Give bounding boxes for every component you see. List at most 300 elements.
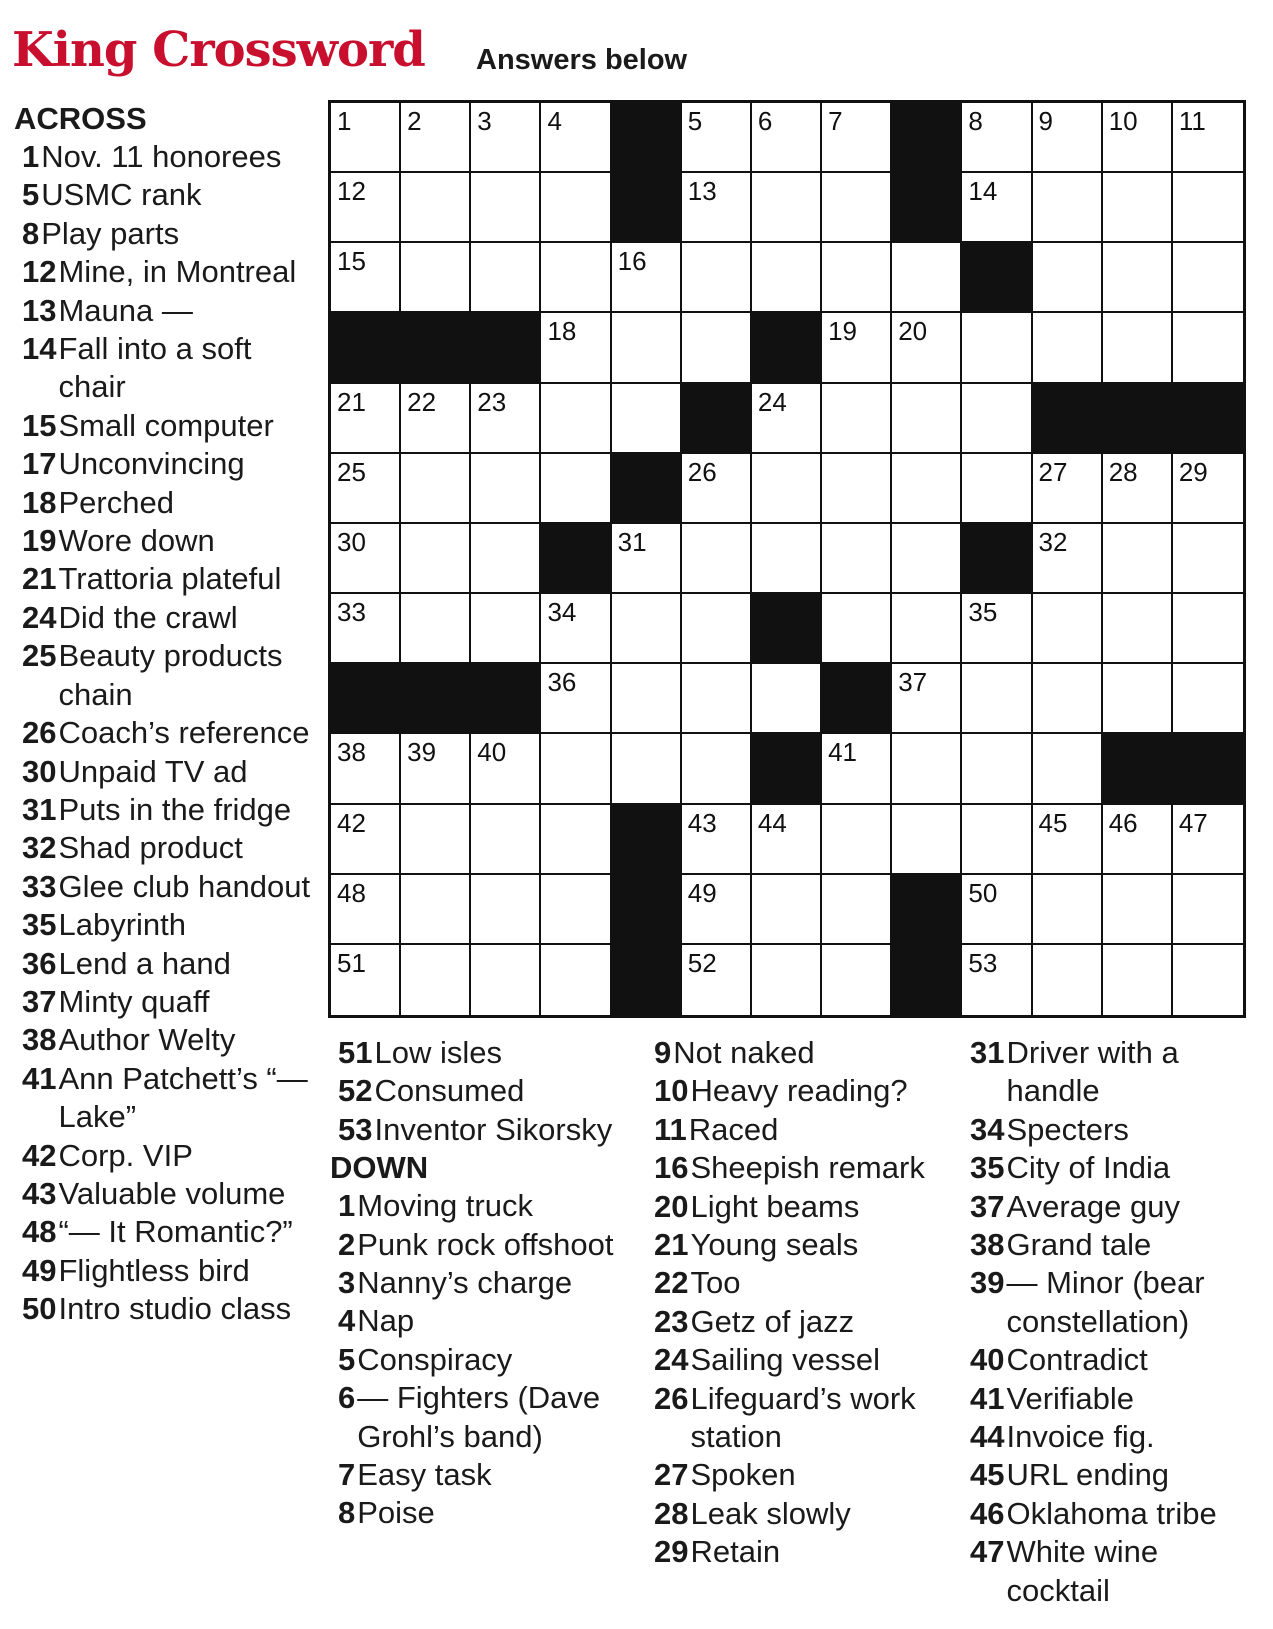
grid-cell[interactable] [682,243,752,313]
grid-cell[interactable] [892,243,962,313]
grid-cell[interactable] [822,594,892,664]
clue-number: 38 [22,1022,57,1058]
grid-cell[interactable] [822,805,892,875]
grid-cell[interactable] [1173,243,1243,313]
across-clue[interactable] [14,176,314,214]
grid-cell[interactable] [471,384,541,454]
grid-cell[interactable] [331,454,401,524]
grid-block [331,313,401,383]
grid-block [682,384,752,454]
grid-cell[interactable] [752,524,822,594]
clue-text: — Minor (bear constellation) [1006,1265,1205,1339]
down-clue[interactable] [646,1188,946,1226]
clue-number: 33 [22,868,57,904]
cell-number: 19 [828,316,857,347]
cell-number: 49 [687,877,717,908]
cell-number: 36 [547,667,577,698]
grid-cell[interactable] [822,384,892,454]
down-clue[interactable] [646,1380,946,1457]
grid-cell[interactable] [401,454,471,524]
across-clue[interactable] [14,637,314,714]
cell-number: 14 [968,176,998,207]
grid-cell[interactable] [1033,173,1103,243]
clue-number: 27 [654,1457,689,1493]
clue-number: 17 [22,446,57,482]
clue-number: 18 [22,484,57,520]
down-clue[interactable] [330,1456,630,1494]
down-clue[interactable] [962,1418,1262,1456]
grid-cell[interactable] [331,945,401,1015]
grid-cell[interactable] [822,945,892,1015]
clue-number: 51 [338,1035,373,1070]
down-clue[interactable] [646,1226,946,1264]
cell-number: 41 [828,737,857,768]
clue-number: 5 [22,177,40,213]
grid-cell[interactable] [1103,243,1173,313]
grid-cell[interactable] [822,103,892,173]
grid-cell[interactable] [471,173,541,243]
grid-cell[interactable] [822,313,892,383]
grid-cell[interactable] [471,734,541,804]
down-clue[interactable] [962,1111,1262,1149]
down-clue[interactable] [646,1456,946,1494]
grid-cell[interactable] [401,103,471,173]
grid-cell[interactable] [471,594,541,664]
clue-number: 14 [22,331,57,367]
grid-cell[interactable] [682,594,752,664]
grid-cell[interactable] [541,243,611,313]
grid-cell[interactable] [1033,243,1103,313]
grid-cell[interactable] [962,594,1032,664]
grid-cell[interactable] [612,524,682,594]
across-clue[interactable] [14,407,314,445]
grid-cell[interactable] [752,103,822,173]
down-clue[interactable] [962,1264,1262,1341]
clue-number: 28 [654,1495,689,1531]
cell-number: 45 [1038,807,1068,838]
across-clue[interactable] [14,138,314,176]
cell-number: 10 [1108,106,1138,136]
grid-block [962,243,1032,313]
grid-cell[interactable] [1033,875,1103,945]
down-clue[interactable] [646,1533,946,1571]
clue-number: 8 [338,1495,356,1531]
grid-block [471,664,541,734]
cell-number: 46 [1108,807,1138,838]
grid-cell[interactable] [541,173,611,243]
grid-cell[interactable] [471,945,541,1015]
grid-block [612,875,682,945]
clue-number: 21 [654,1227,689,1263]
cell-number: 20 [898,316,928,347]
across-clue[interactable] [14,1213,314,1251]
down-clue[interactable] [962,1533,1262,1610]
grid-cell[interactable] [682,524,752,594]
grid-cell[interactable] [541,734,611,804]
down-clue[interactable] [646,1149,946,1187]
grid-cell[interactable] [892,664,962,734]
grid-cell[interactable] [1033,594,1103,664]
grid-cell[interactable] [1033,454,1103,524]
grid-cell[interactable] [962,664,1032,734]
grid-cell[interactable] [822,173,892,243]
clue-text: Corp. VIP [58,1137,193,1173]
clue-number: 26 [654,1380,689,1416]
clue-number: 12 [22,254,57,290]
grid-cell[interactable] [892,594,962,664]
across-clue[interactable] [14,714,314,752]
grid-cell[interactable] [1173,945,1243,1015]
grid-cell[interactable] [331,103,401,173]
grid-cell[interactable] [682,173,752,243]
down-heading: DOWN [330,1150,429,1186]
clue-text: Punk rock offshoot [357,1226,614,1262]
across-column [14,100,314,1329]
across-clue[interactable] [14,753,314,791]
across-clue-list [14,138,314,1329]
grid-cell[interactable] [471,524,541,594]
grid-cell[interactable] [541,103,611,173]
grid-cell[interactable] [541,313,611,383]
cell-number: 42 [337,807,366,838]
across-clue[interactable] [14,791,314,829]
grid-cell[interactable] [1173,454,1243,524]
across-clue[interactable] [14,253,314,291]
down-clue[interactable] [646,1495,946,1533]
clue-text: Trattoria plateful [58,561,282,597]
grid-cell[interactable] [752,173,822,243]
grid-cell[interactable] [1173,805,1243,875]
grid-cell[interactable] [612,734,682,804]
grid-cell[interactable] [1033,524,1103,594]
down-clue[interactable] [646,1072,946,1110]
grid-cell[interactable] [1173,875,1243,945]
grid-cell[interactable] [331,524,401,594]
grid-cell[interactable] [401,875,471,945]
across-clue[interactable] [14,1021,314,1059]
cell-number: 8 [968,106,983,136]
clue-number: 24 [22,599,57,635]
grid-cell[interactable] [1173,524,1243,594]
clue-text: Grand tale [1006,1227,1152,1263]
grid-cell[interactable] [682,734,752,804]
clue-text: Moving truck [357,1188,533,1224]
grid-cell[interactable] [682,664,752,734]
grid-cell[interactable] [752,384,822,454]
cell-number: 30 [337,526,366,557]
across-clue[interactable] [14,1252,314,1290]
grid-cell[interactable] [962,805,1032,875]
grid-cell[interactable] [1103,173,1173,243]
grid-cell[interactable] [541,594,611,664]
grid-block [612,454,682,524]
grid-block [752,734,822,804]
clue-number: 43 [22,1175,57,1211]
grid-cell[interactable] [331,594,401,664]
grid-cell[interactable] [331,805,401,875]
cell-number: 35 [968,597,998,628]
grid-cell[interactable] [612,384,682,454]
grid-cell[interactable] [471,875,541,945]
grid-block [1103,734,1173,804]
grid-cell[interactable] [1103,454,1173,524]
cell-number: 16 [617,246,647,277]
down-clue[interactable] [330,1341,630,1379]
grid-cell[interactable] [1103,805,1173,875]
grid-cell[interactable] [401,243,471,313]
across-clue[interactable] [330,1072,630,1110]
grid-cell[interactable] [331,173,401,243]
clue-text: Unconvincing [58,446,245,482]
clue-number: 24 [654,1342,689,1378]
grid-cell[interactable] [892,313,962,383]
grid-cell[interactable] [331,875,401,945]
across-clue[interactable] [14,983,314,1021]
cell-number: 28 [1108,456,1138,487]
grid-cell[interactable] [471,454,541,524]
clue-text: Intro studio class [58,1291,292,1327]
grid-cell[interactable] [331,243,401,313]
clue-number: 15 [22,407,57,443]
clue-number: 53 [338,1111,373,1147]
down-clue[interactable] [646,1034,946,1072]
across-clue[interactable] [14,1290,314,1328]
grid-cell[interactable] [752,945,822,1015]
down-clue[interactable] [330,1226,630,1264]
grid-cell[interactable] [1103,313,1173,383]
across-clue[interactable] [14,1137,314,1175]
across-clue[interactable] [14,292,314,330]
grid-cell[interactable] [331,384,401,454]
grid-cell[interactable] [401,384,471,454]
down-clue[interactable] [330,1302,630,1340]
clue-text: Glee club handout [58,868,311,904]
grid-cell[interactable] [752,875,822,945]
grid-cell[interactable] [612,313,682,383]
grid-cell[interactable] [752,454,822,524]
grid-cell[interactable] [401,945,471,1015]
down-clue[interactable] [962,1034,1262,1111]
cell-number: 32 [1038,526,1068,557]
grid-cell[interactable] [471,243,541,313]
clue-number: 40 [970,1342,1005,1378]
grid-cell[interactable] [1103,594,1173,664]
grid-cell[interactable] [1033,664,1103,734]
down-clue[interactable] [646,1303,946,1341]
across-clue[interactable] [14,599,314,637]
grid-cell[interactable] [1103,524,1173,594]
grid-cell[interactable] [401,734,471,804]
grid-block [331,664,401,734]
clue-text: White wine cocktail [1006,1534,1159,1608]
down-clue[interactable] [962,1456,1262,1494]
grid-cell[interactable] [541,384,611,454]
cell-number: 43 [687,807,717,838]
grid-cell[interactable] [401,173,471,243]
grid-block [892,173,962,243]
grid-cell[interactable] [962,313,1032,383]
clue-text: Puts in the fridge [58,791,292,827]
down-clue-list-continued [646,1034,946,1572]
cell-number: 1 [337,106,352,136]
down-clue[interactable] [962,1380,1262,1418]
grid-cell[interactable] [1173,664,1243,734]
cell-number: 23 [477,386,507,417]
down-clue[interactable] [962,1149,1262,1187]
clue-number: 41 [22,1060,57,1096]
across-clue[interactable] [330,1111,630,1149]
grid-block [1173,384,1243,454]
across-clue[interactable] [14,868,314,906]
grid-cell[interactable] [892,805,962,875]
clue-number: 47 [970,1534,1005,1570]
grid-block [822,664,892,734]
clue-number: 32 [22,830,57,866]
cell-number: 22 [407,386,437,417]
cell-number: 21 [337,386,366,417]
grid-cell[interactable] [541,454,611,524]
cell-number: 12 [337,176,366,207]
grid-cell[interactable] [752,664,822,734]
cell-number: 5 [687,106,703,136]
clue-number: 49 [22,1252,57,1288]
across-clue[interactable] [14,522,314,560]
across-clue[interactable] [14,445,314,483]
grid-cell[interactable] [682,875,752,945]
cell-number: 18 [547,316,577,347]
clue-text: Mauna — [58,292,193,328]
across-clue[interactable] [14,330,314,407]
grid-cell[interactable] [892,734,962,804]
grid-cell[interactable] [612,594,682,664]
clue-text: “— It Romantic?” [58,1214,293,1250]
down-clue[interactable] [646,1341,946,1379]
grid-cell[interactable] [1173,313,1243,383]
grid-cell[interactable] [962,103,1032,173]
down-clue[interactable] [330,1494,630,1532]
grid-cell[interactable] [962,734,1032,804]
grid-block [612,103,682,173]
across-clue[interactable] [14,215,314,253]
grid-cell[interactable] [1103,664,1173,734]
grid-cell[interactable] [962,173,1032,243]
grid-cell[interactable] [1173,173,1243,243]
grid-cell[interactable] [962,945,1032,1015]
down-clue[interactable] [330,1264,630,1302]
grid-cell[interactable] [682,454,752,524]
down-clue[interactable] [962,1188,1262,1226]
down-clue[interactable] [646,1264,946,1302]
cell-number: 40 [477,737,507,768]
clue-number: 22 [654,1265,689,1301]
down-clue[interactable] [962,1341,1262,1379]
grid-cell[interactable] [331,734,401,804]
grid-cell[interactable] [1033,805,1103,875]
grid-cell[interactable] [471,103,541,173]
grid-cell[interactable] [962,454,1032,524]
clue-number: 2 [338,1226,356,1262]
clue-number: 39 [970,1265,1005,1301]
grid-cell[interactable] [1033,945,1103,1015]
grid-cell[interactable] [822,875,892,945]
clue-text: Heavy reading? [690,1073,908,1109]
across-clue[interactable] [14,906,314,944]
clue-number: 46 [970,1495,1005,1531]
grid-cell[interactable] [682,945,752,1015]
grid-cell[interactable] [612,664,682,734]
grid-cell[interactable] [1173,103,1243,173]
clue-text: Author Welty [58,1022,236,1058]
grid-cell[interactable] [822,734,892,804]
clue-number: 4 [338,1303,356,1339]
grid-cell[interactable] [401,524,471,594]
down-clue[interactable] [330,1187,630,1225]
across-clue[interactable] [14,829,314,867]
clue-text: Minty quaff [58,983,210,1019]
grid-cell[interactable] [541,875,611,945]
clue-column-2 [330,1034,630,1533]
down-clue[interactable] [962,1495,1262,1533]
grid-cell[interactable] [1103,875,1173,945]
grid-cell[interactable] [1033,734,1103,804]
grid-cell[interactable] [1173,594,1243,664]
grid-cell[interactable] [822,454,892,524]
grid-cell[interactable] [962,384,1032,454]
grid-cell[interactable] [541,945,611,1015]
grid-cell[interactable] [1033,313,1103,383]
grid-cell[interactable] [471,805,541,875]
cell-number: 52 [687,947,717,978]
grid-cell[interactable] [612,243,682,313]
across-clue[interactable] [14,560,314,598]
cell-number: 9 [1038,106,1053,136]
grid-cell[interactable] [962,875,1032,945]
grid-cell[interactable] [822,243,892,313]
down-clue[interactable] [330,1379,630,1456]
down-clue[interactable] [962,1226,1262,1264]
clue-text: Sailing vessel [690,1342,881,1378]
across-clue[interactable] [14,1175,314,1213]
grid-cell[interactable] [682,313,752,383]
grid-cell[interactable] [892,524,962,594]
grid-cell[interactable] [541,664,611,734]
across-clue[interactable] [330,1034,630,1072]
clue-number: 3 [338,1265,356,1301]
across-clue[interactable] [14,1060,314,1137]
clue-text: Invoice fig. [1006,1419,1155,1455]
grid-cell[interactable] [892,384,962,454]
grid-cell[interactable] [1033,103,1103,173]
grid-cell[interactable] [682,103,752,173]
across-clue[interactable] [14,945,314,983]
grid-cell[interactable] [822,524,892,594]
cell-number: 48 [337,877,366,908]
clue-text: USMC rank [41,177,202,213]
grid-cell[interactable] [401,805,471,875]
grid-cell[interactable] [1103,945,1173,1015]
grid-cell[interactable] [752,805,822,875]
grid-cell[interactable] [752,243,822,313]
grid-cell[interactable] [892,454,962,524]
cell-number: 3 [477,106,492,136]
clue-number: 31 [970,1035,1005,1070]
grid-cell[interactable] [541,805,611,875]
grid-cell[interactable] [401,594,471,664]
grid-cell[interactable] [682,805,752,875]
down-clue[interactable] [646,1111,946,1149]
across-clue[interactable] [14,484,314,522]
grid-cell[interactable] [1103,103,1173,173]
